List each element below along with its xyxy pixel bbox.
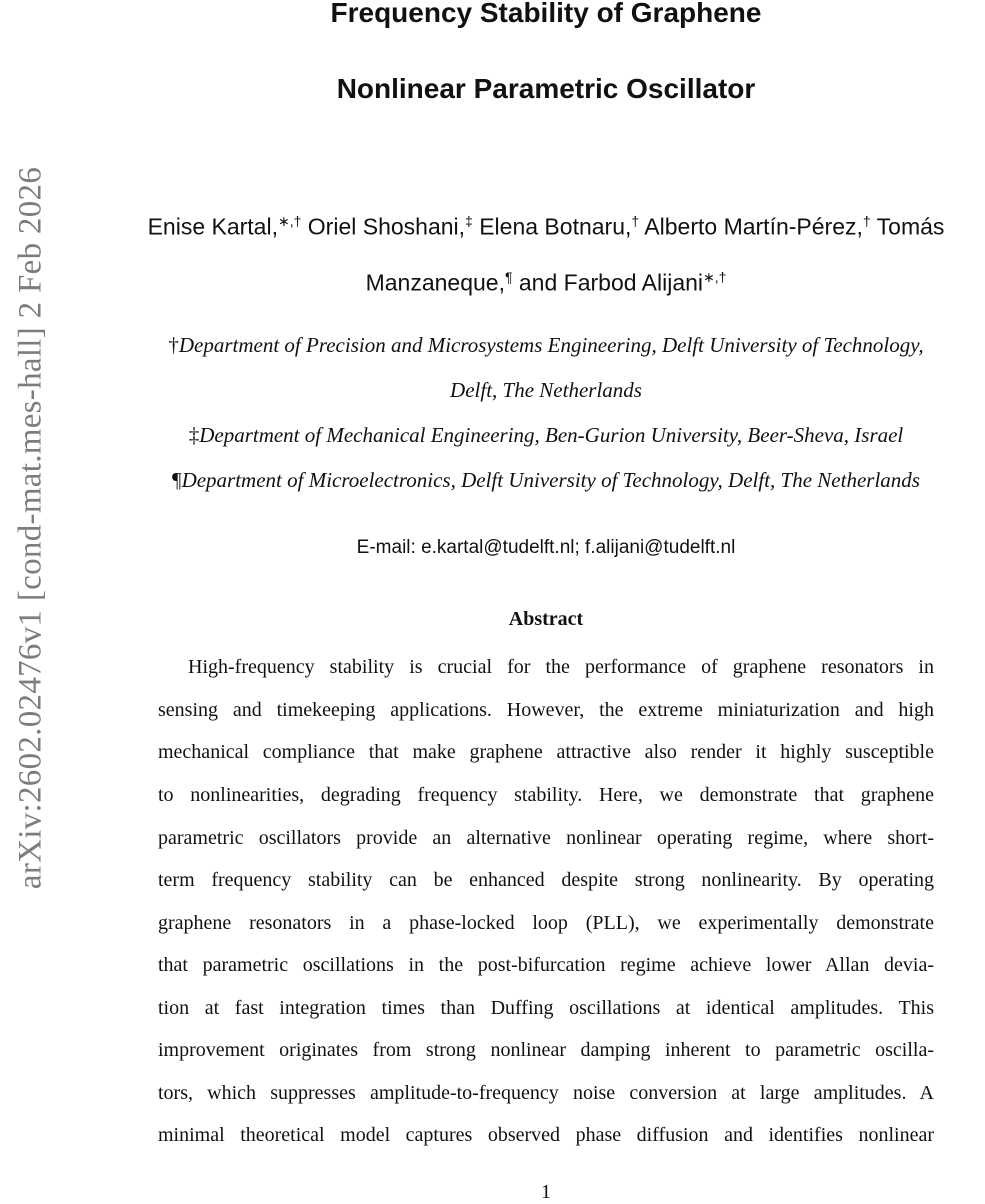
affiliation-ben-gurion <box>104 423 985 448</box>
abstract-line: to nonlinearities, degrading frequency stability. Here, we demonstrate that graphene <box>158 784 934 806</box>
paper-title-line-2: Nonlinear Parametric Oscillator <box>336 73 756 104</box>
author-affiliation-mark: ∗,† <box>703 269 727 285</box>
author-name: Manzaneque, <box>365 269 505 296</box>
affiliation-mark: ¶ <box>172 468 182 492</box>
page-number: 1 <box>541 1181 551 1203</box>
author-affiliation-mark: † <box>862 213 871 229</box>
author-name: Alberto Martín-Pérez, <box>639 213 863 240</box>
author-name: and Farbod Alijani <box>512 269 704 296</box>
abstract-line: mechanical compliance that make graphene attractive also render it highly susceptible <box>158 741 934 763</box>
contact-email: E-mail: e.kartal@tudelft.nl; f.alijani@tudelft.nl <box>356 537 736 558</box>
abstract-line: sensing and timekeeping applications. However, the extreme miniaturization and high <box>158 699 934 721</box>
abstract-line: High-frequency stability is crucial for the performance of graphene resonators in <box>188 656 934 678</box>
abstract-line: minimal theoretical model captures observed phase diffusion and identifies nonlinear <box>158 1124 934 1146</box>
author-line-2 <box>104 248 985 312</box>
abstract-line: that parametric oscillations in the post-bifurcation regime achieve lower Allan devia- <box>158 954 934 976</box>
abstract-line: parametric oscillators provide an alternative nonlinear operating regime, where short- <box>158 827 934 849</box>
author-affiliation-mark: ‡ <box>465 213 473 229</box>
author-name: Oriel Shoshani, <box>301 213 466 240</box>
author-affiliation-mark: † <box>631 213 640 229</box>
affiliation-text: Department of Microelectronics, Delft University of Technology, Delft, The Netherlands <box>181 468 920 492</box>
paper-title-line-1: Frequency Stability of Graphene <box>330 0 762 28</box>
abstract-line: tors, which suppresses amplitude-to-frequency noise conversion at large amplitudes. A <box>158 1082 934 1104</box>
abstract-line: graphene resonators in a phase-locked loop (PLL), we experimentally demonstrate <box>158 912 934 934</box>
affiliation-text: Department of Mechanical Engineering, Ben-Gurion University, Beer-Sheva, Israel <box>199 423 904 447</box>
abstract-line: tion at fast integration times than Duffing oscillations at identical amplitudes. This <box>158 997 934 1019</box>
author-name: Elena Botnaru, <box>472 213 632 240</box>
arxiv-identifier: arXiv:2602.02476v1 [cond-mat.mes-hall] 2 Feb 2026 <box>12 166 49 890</box>
affiliation-text: Department of Precision and Microsystems Engineering, Delft University of Technology, <box>178 333 924 357</box>
affiliation-mark: † <box>168 333 179 357</box>
abstract-line: term frequency stability can be enhanced despite strong nonlinearity. By operating <box>158 869 934 891</box>
affiliation-delft-pme-line-1 <box>104 333 985 358</box>
affiliation-delft-microelectronics <box>104 468 985 493</box>
author-line-1 <box>104 192 985 256</box>
author-name: Tomás <box>870 213 945 240</box>
affiliation-mark: ‡ <box>188 423 200 447</box>
arxiv-sidebar <box>0 0 62 1200</box>
author-affiliation-mark: ∗,† <box>277 213 302 229</box>
affiliation-delft-pme-line-2: Delft, The Netherlands <box>450 378 642 402</box>
abstract-line: improvement originates from strong nonlinear damping inherent to parametric oscilla- <box>158 1039 934 1061</box>
author-affiliation-mark: ¶ <box>504 269 513 285</box>
author-name: Enise Kartal, <box>147 213 278 240</box>
abstract-heading: Abstract <box>508 608 584 630</box>
